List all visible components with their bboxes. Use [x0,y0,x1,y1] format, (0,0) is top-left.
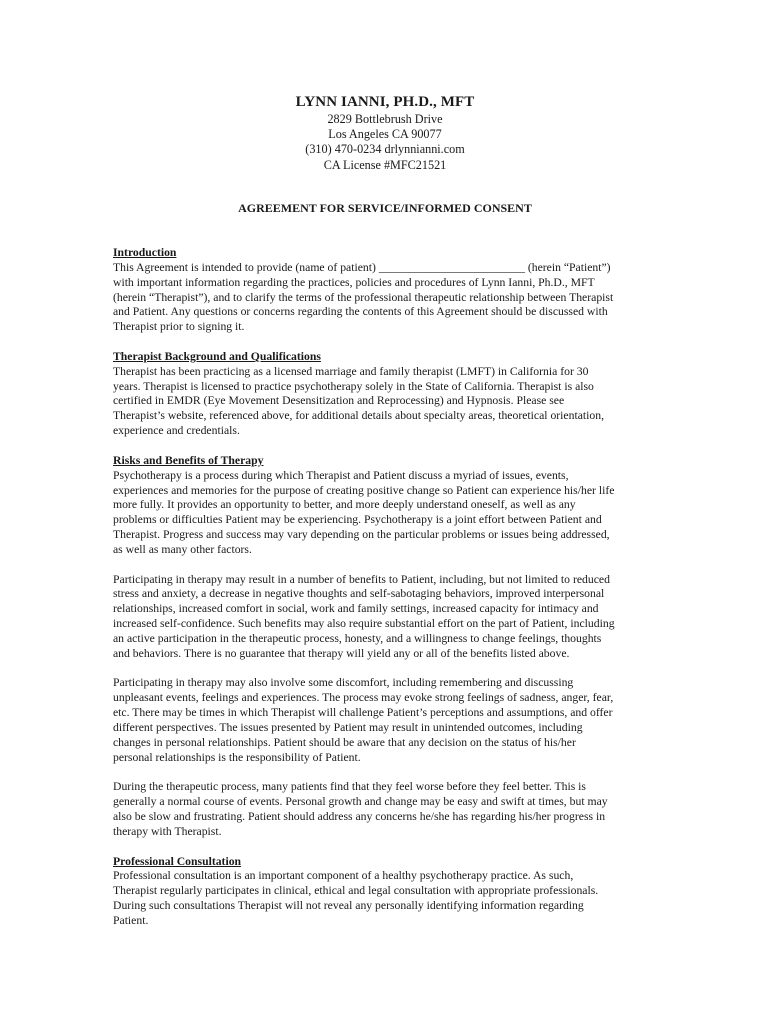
text-line: Participating in therapy may result in a number of benefits to Patient, including, but not limited to reduced [113,572,610,586]
text-line: as well as many other factors. [113,542,252,556]
text-line: Participating in therapy may also involve some discomfort, including remembering and discussing [113,676,574,690]
paragraph [113,261,661,335]
text-line: problems or difficulties Patient may be experiencing. Psychotherapy is a joint effort between Patient and [113,513,602,527]
phone-website: (310) 470-0234 drlynnianni.com [305,142,465,157]
text-line: Therapist regularly participates in clinical, ethical and legal consultation with appropriate professionals. [113,884,599,898]
document-title: AGREEMENT FOR SERVICE/INFORMED CONSENT [238,201,532,215]
text-line: changes in personal relationships. Patient should be aware that any decision on the status of his/her [113,735,576,749]
text-line: experiences and memories for the purpose of creating positive change so Patient can experience his/her life [113,483,615,497]
section-heading: Therapist Background and Qualifications [113,349,321,363]
text-line: During such consultations Therapist will not reveal any personally identifying information regarding [113,899,584,913]
text-line: different perspectives. The issues presented by Patient may result in unintended outcomes, including [113,721,583,734]
text-line: certified in EMDR (Eye Movement Desensitization and Reprocessing) and Hypnosis. Please see [113,394,565,408]
text-line: unpleasant events, feelings and experiences. The process may evoke strong feelings of sadness, anger, fear, [113,691,614,705]
text-line: an active participation in the therapeutic process, honesty, and a willingness to change feelings, thoughts [113,631,602,645]
text-line: more fully. It provides an opportunity to better, and more deeply understand oneself, as well as any [113,498,576,512]
text-line: therapy with Therapist. [113,824,222,838]
text-line: Therapist’s website, referenced above, for additional details about specialty areas, theoretical orientation, [113,409,604,423]
letterhead [0,92,770,173]
text-line: Therapist has been practicing as a licensed marriage and family therapist (LMFT) in California for 30 [113,364,589,378]
paragraph [113,469,661,558]
text-line: and behaviors. There is no guarantee that therapy will yield any or all of the benefits listed above. [113,646,570,660]
text-line: (herein “Therapist”), and to clarify the terms of the professional therapeutic relationship between Therapist [113,290,614,304]
text-line: Patient. [113,913,149,927]
section-heading: Risks and Benefits of Therapy [113,453,264,467]
text-line: stress and anxiety, a decrease in negative thoughts and self-sabotaging behaviors, improved interpersonal [113,587,605,601]
text-line: etc. There may be times in which Therapist will challenge Patient’s perceptions and assumptions, and offer [113,706,613,720]
text-line: personal relationships is the responsibility of Patient. [113,750,361,764]
text-line: Professional consultation is an important component of a healthy psychotherapy practice. As such, [113,869,574,883]
section-risks-and-benefits-of-therapy [113,454,661,840]
text-line: Psychotherapy is a process during which Therapist and Patient discuss a myriad of issues, events, [113,468,569,482]
text-line: This Agreement is intended to provide (name of patient) _________________________ (herein “Patient”) [113,260,611,274]
city-state-zip: Los Angeles CA 90077 [328,127,442,142]
text-line: Therapist. Progress and success may vary depending on the particular problems or issues being addressed, [113,528,610,542]
text-line: also be slow and frustrating. Patient should address any concerns he/she has regarding his/her progress in [113,810,606,824]
section-therapist-background-and-qualifications [113,350,661,439]
section-heading: Introduction [113,246,177,259]
paragraph [113,365,661,439]
section-heading: Professional Consultation [113,854,242,868]
text-line: experience and credentials. [113,424,240,438]
paragraph [113,676,661,765]
text-line: years. Therapist is licensed to practice psychotherapy solely in the State of California. Therapist is also [113,379,594,393]
text-line: generally a normal course of events. Personal growth and change may be easy and swift at times, but may [113,795,608,809]
paragraph [113,780,661,839]
section-professional-consultation [113,855,661,929]
text-line: increased self-confidence. Such benefits may also require substantial effort on the part of Patient, including [113,617,615,631]
paragraph [113,869,661,928]
paragraph [113,573,661,662]
section-introduction [113,246,661,335]
text-line: During the therapeutic process, many patients find that they feel worse before they feel better. This is [113,780,586,794]
text-line: and Patient. Any questions or concerns regarding the contents of this Agreement should be discussed with [113,305,608,319]
text-line: Therapist prior to signing it. [113,320,245,334]
document-body [113,246,661,944]
therapist-name: LYNN IANNI, PH.D., MFT [295,94,475,110]
text-line: with important information regarding the practices, policies and procedures of Lynn Ianni, Ph.D., MFT [113,275,595,289]
text-line: relationships, increased comfort in social, work and family settings, increased capacity for intimacy and [113,602,599,616]
license-number: CA License #MFC21521 [323,157,447,172]
street-address: 2829 Bottlebrush Drive [327,112,443,126]
